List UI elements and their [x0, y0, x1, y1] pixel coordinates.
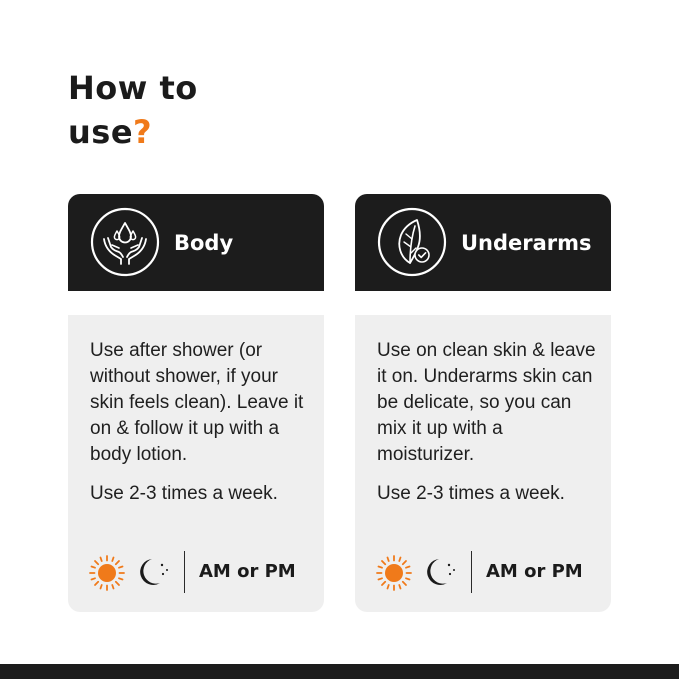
moon-stars-icon	[134, 555, 170, 591]
title-word-use: use	[68, 113, 134, 151]
underarms-card-frequency: Use 2-3 times a week.	[377, 483, 565, 504]
sun-icon	[88, 554, 126, 592]
underarms-card-instructions: Use on clean skin & leave it on. Underarms skin can be delicate, so you can mix it up with a moisturizer.	[377, 340, 596, 465]
underarms-usage-card	[355, 194, 611, 612]
hands-droplets-icon	[90, 207, 160, 277]
underarms-card-time-row	[375, 549, 605, 595]
body-card-instructions: Use after shower (or without shower, if your skin feels clean). Leave it on & follow it up with a body lotion.	[90, 340, 304, 465]
underarms-card-title: Underarms	[461, 231, 592, 255]
title-line-2	[68, 110, 198, 154]
title-line-1: How to	[68, 69, 198, 107]
body-card-title: Body	[174, 231, 234, 255]
body-card-time-row	[88, 549, 318, 595]
moon-stars-icon	[421, 555, 457, 591]
body-usage-card	[68, 194, 324, 612]
body-card-frequency: Use 2-3 times a week.	[90, 483, 278, 504]
page-title	[68, 66, 198, 154]
underarms-card-header-gap	[355, 291, 611, 315]
leaf-check-icon	[377, 207, 447, 277]
underarms-card-header	[355, 194, 611, 291]
body-card-time-label: AM or PM	[199, 561, 296, 582]
body-card-header	[68, 194, 324, 291]
sun-icon	[375, 554, 413, 592]
underarms-card-time-label: AM or PM	[486, 561, 583, 582]
time-divider	[471, 551, 472, 593]
title-question-mark: ?	[133, 113, 153, 151]
body-card-header-gap	[68, 291, 324, 315]
bottom-bar	[0, 664, 679, 679]
time-divider	[184, 551, 185, 593]
